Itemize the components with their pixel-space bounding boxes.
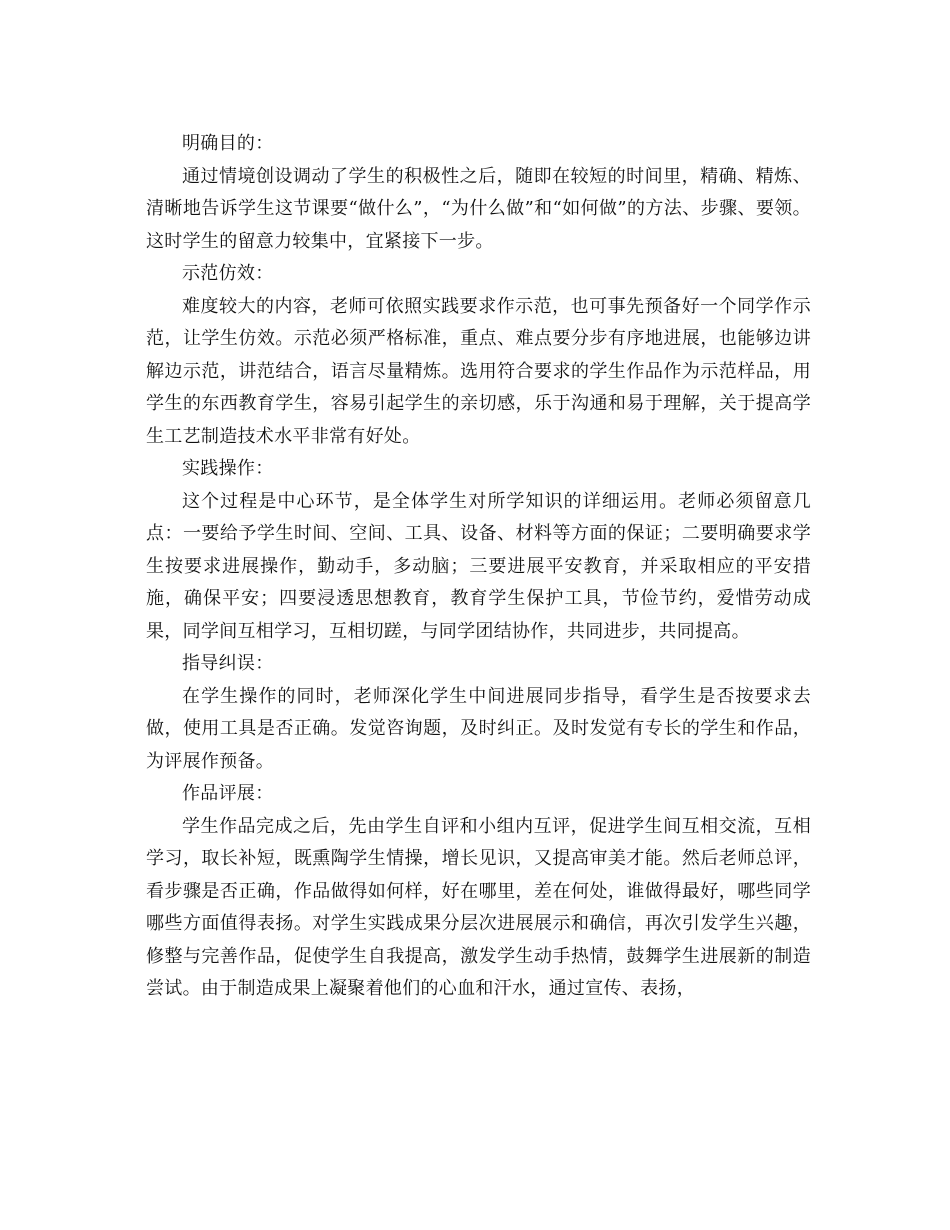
section-heading-evaluation: 作品评展：: [182, 783, 274, 804]
section-paragraph-evaluation: 学生作品完成之后，先由学生自评和小组内互评，促进学生间互相交流，互相学习，取长补短，既熏陶学生情操，增长见识，又提高审美才能。然后老师总评，看步骤是否正确，作品做得如何样，好在哪里，差在何处，谁做得最好，哪些同学哪些方面值得表扬。对学生实践成果分层次进展展示和确信，再次引发学生兴趣，修整与完善作品，促使学生自我提高，激发学生动手热情，鼓舞学生进展新的制造尝试。由于制造成果上凝聚着他们的心血和汗水，通过宣传、表扬，: [146, 815, 811, 999]
document-body: [146, 128, 811, 1006]
section-heading-practice: 实践操作：: [182, 458, 274, 479]
section-paragraph-goal: 通过情境创设调动了学生的积极性之后，随即在较短的时间里，精确、精炼、清晰地告诉学生这节课要“做什么”，“为什么做”和“如何做”的方法、步骤、要领。这时学生的留意力较集中，宜紧接下一步。: [146, 165, 811, 252]
section-paragraph-demonstration: 难度较大的内容，老师可依照实践要求作示范，也可事先预备好一个同学作示范，让学生仿效。示范必须严格标准，重点、难点要分步有序地进展，也能够边讲解边示范，讲范结合，语言尽量精炼。选用符合要求的学生作品作为示范样品，用学生的东西教育学生，容易引起学生的亲切感，乐于沟通和易于理解，关于提高学生工艺制造技术水平非常有好处。: [146, 295, 811, 447]
section-paragraph-practice: 这个过程是中心环节，是全体学生对所学知识的详细运用。老师必须留意几点：一要给予学生时间、空间、工具、设备、材料等方面的保证；二要明确要求学生按要求进展操作，勤动手，多动脑；三要进展平安教育，并采取相应的平安措施，确保平安；四要浸透思想教育，教育学生保护工具，节俭节约，爱惜劳动成果，同学间互相学习，互相切蹉，与同学团结协作，共同进步，共同提高。: [146, 490, 811, 642]
section-heading-guidance: 指导纠误：: [182, 653, 274, 674]
section-heading-demonstration: 示范仿效：: [182, 263, 274, 284]
section-paragraph-guidance: 在学生操作的同时，老师深化学生中间进展同步指导，看学生是否按要求去做，使用工具是否正确。发觉咨询题，及时纠正。及时发觉有专长的学生和作品，为评展作预备。: [146, 685, 811, 772]
section-heading-goal: 明确目的：: [182, 133, 274, 154]
